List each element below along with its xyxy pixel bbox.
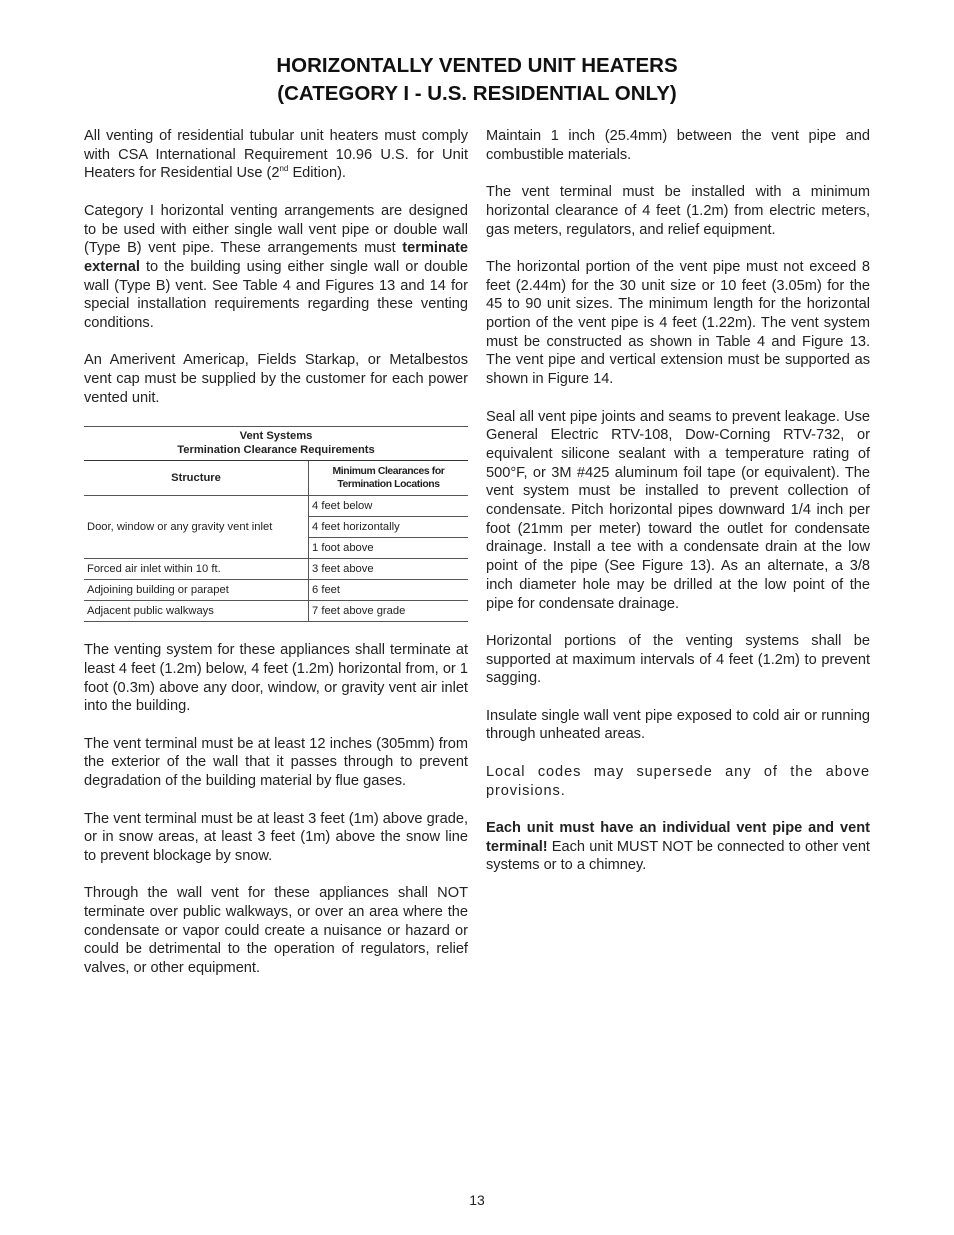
paragraph-individual-vent: Each unit must have an individual vent pipe and vent terminal! Each unit MUST NOT be connected to other vent systems or to a chimney. — [486, 819, 870, 874]
paragraph-horizontal-length: The horizontal portion of the vent pipe must not exceed 8 feet (2.44m) for the 30 unit size or 10 feet (3.05m) for the 45 to 90 unit sizes. The minimum length for the horizontal portion of the vent pipe is 4 feet (1.22m). The vent system must be constructed as shown in Table 4 and Figure 13. The vent pipe and vertical extension must be supported as shown in Figure 14. — [486, 258, 870, 388]
paragraph-local-codes: Local codes may supersede any of the above provisions. — [486, 763, 870, 799]
table-caption: Vent Systems Termination Clearance Requirements — [84, 427, 468, 461]
paragraph-termination-distances: The venting system for these appliances shall terminate at least 4 feet (1.2m) below, 4 feet (1.2m) horizontal from, or 1 foot (0.3m) above any door, window, or gravity vent air inlet into the building. — [84, 642, 468, 715]
paragraph-vent-cap: An Amerivent Americap, Fields Starkap, or Metalbestos vent cap must be supplied by the customer for each power vented unit. — [84, 352, 468, 406]
table-cell-structure: Adjoining building or parapet — [84, 580, 309, 601]
table-cell-structure: Forced air inlet within 10 ft. — [84, 559, 309, 580]
table-cell-clearance: 6 feet — [309, 580, 469, 601]
title-line-1: HORIZONTALLY VENTED UNIT HEATERS — [276, 54, 678, 77]
paragraph-support-intervals: Horizontal portions of the venting systems shall be supported at maximum intervals of 4 feet (1.2m) to prevent sagging. — [486, 632, 870, 687]
table-cell-clearance: 1 foot above — [309, 538, 469, 559]
paragraph-walkways: Through the wall vent for these appliances shall NOT terminate over public walkways, or over an area where the condensate or vapor could create a nuisance or hazard or could be detrimental to the operation of regulators, relief valves, or other equipment. — [84, 885, 468, 977]
left-column — [84, 127, 468, 997]
page-title — [0, 52, 954, 108]
table-cell-clearance: 7 feet above grade — [309, 601, 469, 622]
column-header-clearances: Minimum Clearances for Termination Locations — [309, 461, 469, 496]
vent-clearance-table — [84, 426, 468, 622]
paragraph-category-arrangements: Category I horizontal venting arrangements are designed to be used with either single wall vent pipe or double wall (Type B) vent pipe. These arrangements must terminate external to the building using either single wall or double wall (Type B) vent. See Table 4 and Figures 13 and 14 for special installation requirements regarding these venting conditions. — [84, 202, 468, 332]
paragraph-sealing-condensate: Seal all vent pipe joints and seams to prevent leakage. Use General Electric RTV-108, Dow-Corning RTV-732, or equivalent silicone sealant with a temperature rating of 500°F, or 3M #425 aluminum foil tape (or equivalent). The vent system must be installed to prevent collection of condensate. Pitch horizontal pipes downward 1/4 inch per foot (21mm per meter) toward the outlet for condensate drainage. Install a tee with a condensate drain at the low point of the pipe (See Figure 13). As an alternate, a 3/8 inch diameter hole may be drilled at the low point of the pipe for condensate drainage. — [486, 408, 870, 612]
table-cell-structure: Door, window or any gravity vent inlet — [84, 496, 309, 559]
table-cell-clearance: 4 feet below — [309, 496, 469, 517]
title-line-2: (CATEGORY I - U.S. RESIDENTIAL ONLY) — [277, 82, 677, 105]
table-cell-clearance: 4 feet horizontally — [309, 517, 469, 538]
page-number: 13 — [469, 1192, 485, 1208]
right-column — [486, 127, 870, 894]
paragraph-wall-distance: The vent terminal must be at least 12 inches (305mm) from the exterior of the wall that it passes through to prevent degradation of the building material by flue gases. — [84, 735, 468, 790]
paragraph-meter-clearance: The vent terminal must be installed with a minimum horizontal clearance of 4 feet (1.2m) from electric meters, gas meters, regulators, and relief equipment. — [486, 184, 870, 238]
table-cell-clearance: 3 feet above — [309, 559, 469, 580]
column-header-structure: Structure — [84, 461, 309, 496]
paragraph-grade-snow: The vent terminal must be at least 3 feet (1m) above grade, or in snow areas, at least 3 feet (1m) above the snow line to prevent blockage by snow. — [84, 810, 468, 864]
paragraph-combustible-clearance: Maintain 1 inch (25.4mm) between the vent pipe and combustible materials. — [486, 128, 870, 163]
paragraph-insulate: Insulate single wall vent pipe exposed to cold air or running through unheated areas. — [486, 707, 870, 743]
table-cell-structure: Adjacent public walkways — [84, 601, 309, 622]
paragraph-csa-requirement: All venting of residential tubular unit heaters must comply with CSA International Requirement 10.96 U.S. for Unit Heaters for Residential Use (2nd Edition). — [84, 128, 468, 182]
